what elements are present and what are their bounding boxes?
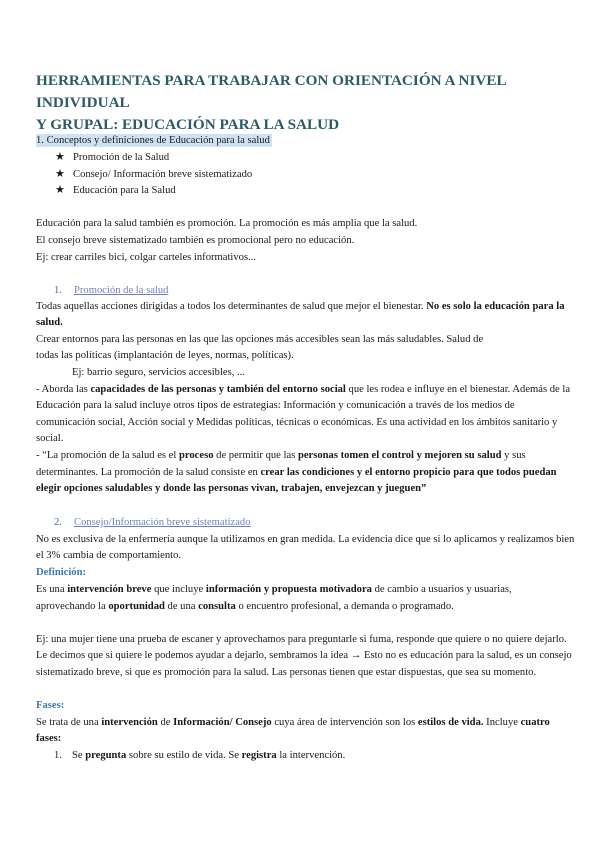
definition-line: Es una intervención breve que incluye información y propuesta motivadora de cambio a usuarios y usuarias, bbox=[36, 584, 512, 595]
intro-line: El consejo breve sistematizado también es promocional pero no educación. bbox=[36, 235, 355, 246]
fases-line: fases: bbox=[36, 733, 62, 744]
title-line-2: Y GRUPAL: EDUCACIÓN PARA LA SALUD bbox=[36, 116, 340, 133]
paragraph-line: comunicación social, Acción social y Medidas políticas, técnicas o económicas. Es una actividad en los ámbitos sanitario y bbox=[36, 417, 558, 428]
intro-line: Ej: crear carriles bici, colgar carteles informativos... bbox=[36, 252, 257, 263]
section-heading-text: 1. Conceptos y definiciones de Educación para la salud bbox=[36, 135, 270, 146]
quote-line: - “La promoción de la salud es el proceso de permitir que las personas tomen el control y mejoren su salud y sus bbox=[36, 450, 526, 461]
paragraph-line: Todas aquellas acciones dirigidas a todos los determinantes de salud que mejor el bienestar. No es solo la educación para la bbox=[36, 301, 565, 312]
section-heading bbox=[36, 133, 272, 149]
subsection-heading-2 bbox=[54, 515, 251, 531]
bullet-item: Promoción de la Salud bbox=[73, 152, 170, 163]
example-line: sistematizado breve, si que es promoción para la salud. Las personas tienen que estar dispuestas, que sea su momento. bbox=[36, 667, 537, 678]
paragraph-line: No es exclusiva de la enfermería aunque la utilizamos en gran medida. La evidencia dice que si lo aplicamos y realizamos bien bbox=[36, 534, 575, 545]
paragraph-line: Educación para la salud incluye otros tipos de estrategias: Información y comunicación a través de los medios de bbox=[36, 400, 515, 411]
star-icon: ★ bbox=[55, 168, 65, 180]
paragraph-line: social. bbox=[36, 433, 64, 444]
definition-label: Definición: bbox=[36, 567, 87, 578]
example-line: Le decimos que si quiere le podemos ayudar a dejarlo, sembramos la idea → Esto no es educación para la salud, es un consejo bbox=[36, 650, 572, 661]
paragraph-line: el 3% cambia de comportamiento. bbox=[36, 550, 182, 561]
bullet-item: Consejo/ Información breve sistematizado bbox=[73, 169, 253, 180]
definition-line: aprovechando la oportunidad de una consulta o encuentro profesional, a demanda o programado. bbox=[36, 601, 454, 612]
title-line-1: HERRAMIENTAS PARA TRABAJAR CON ORIENTACIÓN A NIVEL INDIVIDUAL bbox=[36, 72, 506, 111]
quote-line: elegir opciones saludables y donde las personas vivan, trabajen, envejezcan y jueguen” bbox=[36, 483, 427, 494]
subsection-heading-1 bbox=[54, 283, 168, 299]
paragraph-line: - Aborda las capacidades de las personas y también del entorno social que les rodea e influye en el bienestar. Además de la bbox=[36, 384, 571, 395]
subsection-link[interactable]: Promoción de la salud bbox=[74, 285, 169, 296]
numbered-item: 1. Se pregunta sobre su estilo de vida. Se registra la intervención. bbox=[54, 750, 346, 761]
paragraph-line: todas las políticas (implantación de leyes, normas, políticas). bbox=[36, 350, 294, 361]
subsection-number: 1. bbox=[54, 285, 62, 296]
fases-label: Fases: bbox=[36, 700, 65, 711]
bullet-item: Educación para la Salud bbox=[73, 185, 176, 196]
paragraph-line: salud. bbox=[36, 317, 63, 328]
subsection-number: 2. bbox=[54, 517, 62, 528]
quote-line: determinantes. La promoción de la salud consiste en crear las condiciones y el entorno propicio para que todos puedan bbox=[36, 467, 557, 478]
star-icon: ★ bbox=[55, 151, 65, 163]
paragraph-line: Crear entornos para las personas en las que las opciones más accesibles sean las más saludables. Salud de bbox=[36, 334, 484, 345]
star-icon: ★ bbox=[55, 184, 65, 196]
page-title bbox=[36, 70, 576, 136]
example-line: Ej: una mujer tiene una prueba de escaner y aprovechamos para preguntarle si fuma, responde que quiere o no quiere dejarlo. bbox=[36, 634, 567, 645]
intro-line: Educación para la salud también es promoción. La promoción es más amplia que la salud. bbox=[36, 218, 418, 229]
fases-line: Se trata de una intervención de Información/ Consejo cuya área de intervención son los estilos de vida. Incluye cuatro bbox=[36, 717, 550, 728]
example-line: Ej: barrio seguro, servicios accesibles, ... bbox=[72, 367, 245, 378]
subsection-link[interactable]: Consejo/Información breve sistematizado bbox=[74, 517, 251, 528]
